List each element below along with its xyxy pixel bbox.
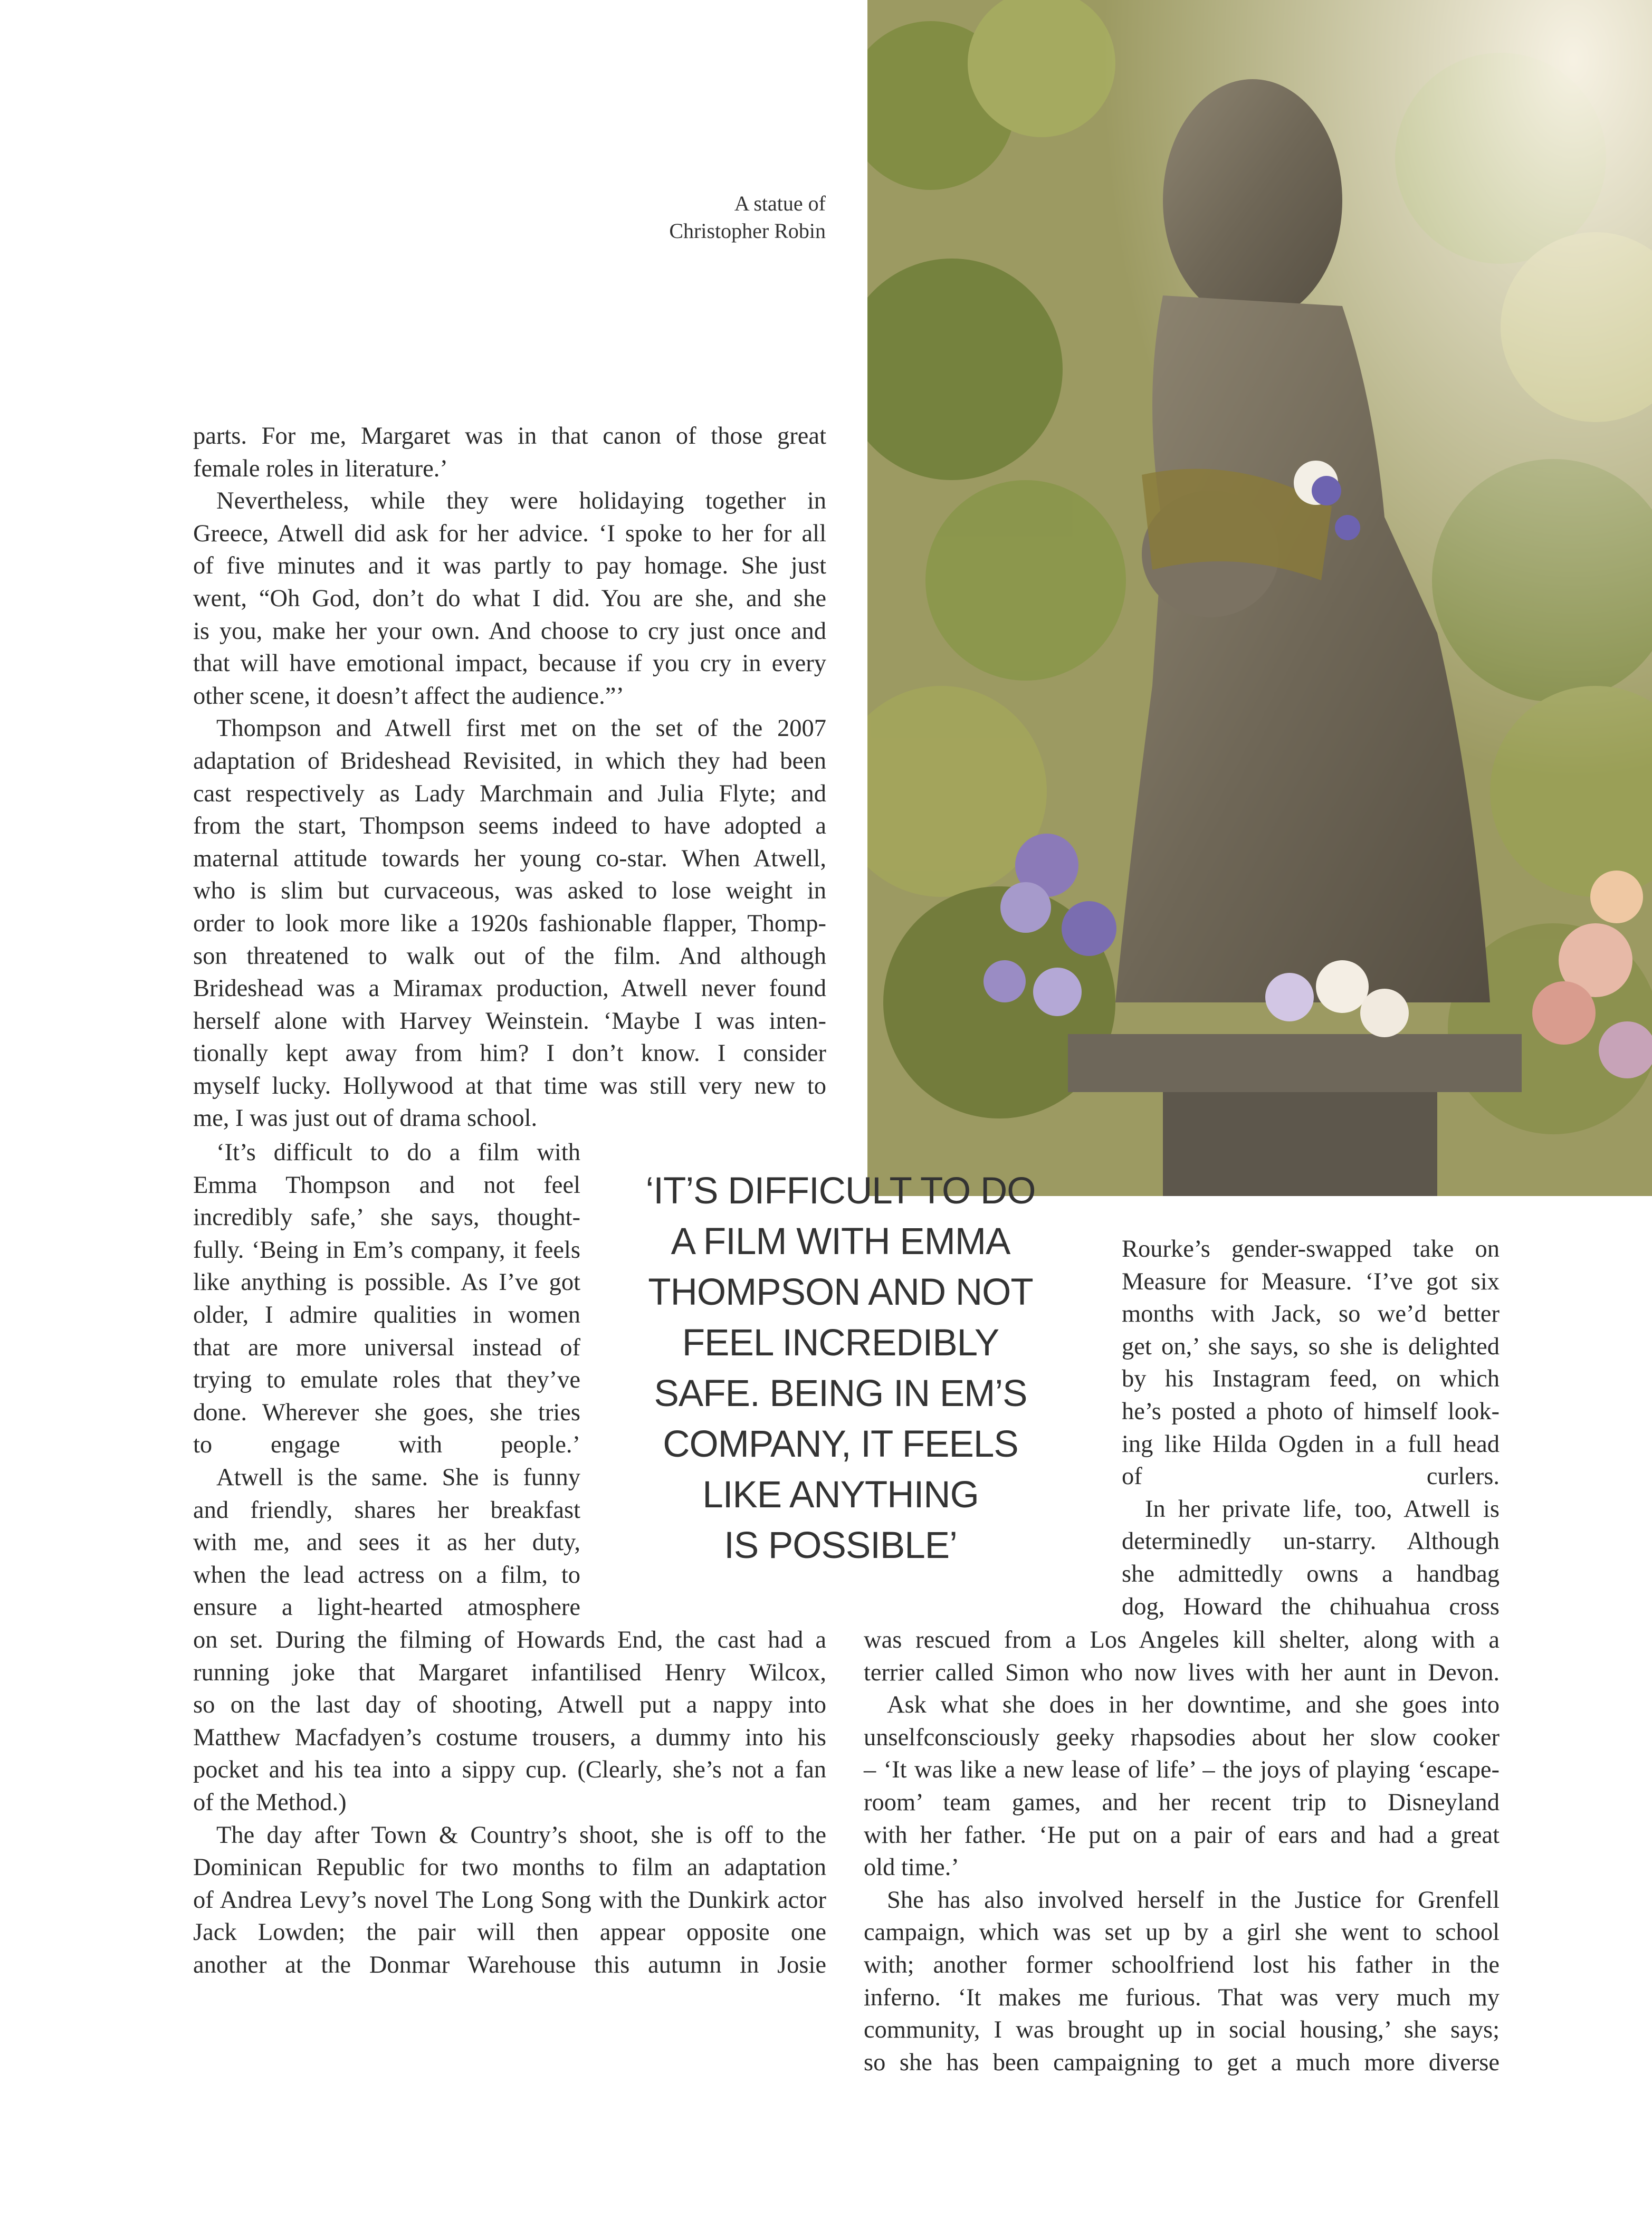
text-line: from the start, Thompson seems indeed to have adopted a bbox=[193, 812, 826, 840]
pull-quote-line: IS POSSIBLE’ bbox=[724, 1525, 957, 1566]
text-line: community, I was brought up in social housing,’ she says; bbox=[864, 2016, 1500, 2044]
text-line: went, “Oh God, don’t do what I did. You are she, and she bbox=[193, 585, 826, 612]
pull-quote-line: SAFE. BEING IN EM’S bbox=[654, 1373, 1027, 1414]
text-line: cast respectively as Lady Marchmain and Julia Flyte; and bbox=[193, 780, 826, 807]
text-line: is you, make her your own. And choose to cry just once and bbox=[193, 617, 826, 645]
left-column-bottom bbox=[193, 1624, 826, 1982]
pull-quote-line: FEEL INCREDIBLY bbox=[682, 1322, 999, 1364]
text-line: months with Jack, so we’d better bbox=[1122, 1301, 1500, 1328]
left-column-top bbox=[193, 420, 826, 1135]
photo-caption bbox=[580, 190, 826, 245]
text-line: that will have emotional impact, because if you cry in every bbox=[193, 650, 826, 677]
text-line: Dominican Republic for two months to film an adaptation bbox=[193, 1854, 826, 1881]
text-line: herself alone with Harvey Weinstein. ‘Maybe I was inten- bbox=[193, 1007, 826, 1035]
right-column-narrow bbox=[1122, 1233, 1500, 1623]
text-line: running joke that Margaret infantilised Henry Wilcox, bbox=[193, 1659, 826, 1686]
right-column-bottom bbox=[864, 1624, 1500, 2079]
text-line: ensure a light-hearted atmosphere bbox=[193, 1594, 580, 1621]
text-line: another at the Donmar Warehouse this autumn in Josie bbox=[193, 1951, 826, 1978]
statue-illustration bbox=[867, 0, 1652, 1196]
text-line: room’ team games, and her recent trip to Disneyland bbox=[864, 1789, 1500, 1816]
text-line: he’s posted a photo of himself look- bbox=[1122, 1398, 1500, 1425]
text-line: unselfconsciously geeky rhapsodies about her slow cooker bbox=[864, 1724, 1500, 1751]
text-line: The day after Town & Country’s shoot, she is off to the bbox=[216, 1821, 826, 1849]
text-line: to engage with people.’ bbox=[193, 1431, 580, 1459]
caption-line: A statue of bbox=[734, 192, 826, 215]
pull-quote-line: LIKE ANYTHING bbox=[702, 1474, 979, 1516]
text-line: Greece, Atwell did ask for her advice. ‘I spoke to her for all bbox=[193, 520, 826, 547]
text-line: of five minutes and it was partly to pay homage. She just bbox=[193, 552, 826, 580]
text-line: on set. During the filming of Howards End, the cast had a bbox=[193, 1627, 826, 1653]
text-line: so on the last day of shooting, Atwell put a nappy into bbox=[193, 1691, 826, 1719]
text-line: Measure for Measure. ‘I’ve got six bbox=[1122, 1268, 1500, 1295]
text-line: In her private life, too, Atwell is bbox=[1145, 1495, 1500, 1523]
text-line: son threatened to walk out of the film. And although bbox=[193, 942, 826, 970]
text-line: she admittedly owns a handbag bbox=[1122, 1560, 1500, 1588]
text-line: ing like Hilda Ogden in a full head bbox=[1122, 1430, 1500, 1458]
text-line: when the lead actress on a film, to bbox=[193, 1561, 580, 1589]
text-line: campaign, which was set up by a girl she went to school bbox=[864, 1919, 1500, 1946]
text-line: terrier called Simon who now lives with her aunt in Devon. bbox=[864, 1659, 1500, 1686]
pull-quote-line: A FILM WITH EMMA bbox=[671, 1221, 1010, 1263]
text-line: maternal attitude towards her young co-star. When Atwell, bbox=[193, 845, 826, 872]
text-line: so she has been campaigning to get a much more diverse bbox=[864, 2049, 1500, 2076]
text-line: ‘It’s difficult to do a film with bbox=[216, 1139, 580, 1166]
text-line: – ‘It was like a new lease of life’ – the joys of playing ‘escape- bbox=[864, 1756, 1500, 1784]
text-line: pocket and his tea into a sippy cup. (Clearly, she’s not a fan bbox=[193, 1756, 826, 1784]
text-line: parts. For me, Margaret was in that canon of those great bbox=[193, 423, 826, 450]
text-line: order to look more like a 1920s fashionable flapper, Thomp- bbox=[193, 910, 826, 937]
text-line: me, I was just out of drama school. bbox=[193, 1105, 538, 1132]
text-line: who is slim but curvaceous, was asked to lose weight in bbox=[193, 877, 826, 905]
text-line: with; another former schoolfriend lost his father in the bbox=[864, 1951, 1500, 1978]
text-line: Jack Lowden; the pair will then appear opposite one bbox=[193, 1919, 826, 1946]
text-line: Atwell is the same. She is funny bbox=[216, 1464, 580, 1491]
text-line: of curlers. bbox=[1122, 1463, 1500, 1490]
text-line: was rescued from a Los Angeles kill shelter, along with a bbox=[864, 1627, 1500, 1653]
text-line: done. Wherever she goes, she tries bbox=[193, 1399, 580, 1426]
text-line: Nevertheless, while they were holidaying together in bbox=[216, 487, 826, 515]
pull-quote-line: ‘IT’S DIFFICULT TO DO bbox=[645, 1170, 1036, 1212]
statue-photo bbox=[867, 0, 1652, 1196]
text-line: of Andrea Levy’s novel The Long Song with the Dunkirk actor bbox=[193, 1886, 826, 1914]
text-line: Rourke’s gender-swapped take on bbox=[1122, 1236, 1500, 1263]
text-line: myself lucky. Hollywood at that time was still very new to bbox=[193, 1072, 826, 1099]
text-line: dog, Howard the chihuahua cross bbox=[1122, 1593, 1500, 1620]
text-line: of the Method.) bbox=[193, 1789, 347, 1816]
text-line: old time.’ bbox=[864, 1854, 959, 1881]
text-line: female roles in literature.’ bbox=[193, 455, 448, 482]
text-line: older, I admire qualities in women bbox=[193, 1301, 580, 1328]
left-column-narrow bbox=[193, 1136, 580, 1624]
text-line: incredibly safe,’ she says, thought- bbox=[193, 1204, 580, 1231]
text-line: determinedly un-starry. Although bbox=[1122, 1528, 1500, 1555]
text-line: She has also involved herself in the Justice for Grenfell bbox=[887, 1886, 1500, 1914]
text-line: trying to emulate roles that they’ve bbox=[193, 1366, 580, 1394]
pull-quote-line: COMPANY, IT FEELS bbox=[663, 1423, 1018, 1465]
text-line: Ask what she does in her downtime, and she goes into bbox=[887, 1691, 1500, 1719]
caption-line: Christopher Robin bbox=[669, 219, 826, 243]
text-line: and friendly, shares her breakfast bbox=[193, 1496, 580, 1524]
text-line: by his Instagram feed, on which bbox=[1122, 1365, 1500, 1393]
pull-quote-line: THOMPSON AND NOT bbox=[648, 1271, 1033, 1313]
text-line: with her father. ‘He put on a pair of ears and had a great bbox=[864, 1821, 1500, 1849]
text-line: like anything is possible. As I’ve got bbox=[193, 1269, 580, 1296]
text-line: Matthew Macfadyen’s costume trousers, a dummy into his bbox=[193, 1724, 826, 1751]
text-line: other scene, it doesn’t affect the audience.”’ bbox=[193, 682, 624, 710]
pull-quote bbox=[606, 1166, 1075, 1571]
text-line: Brideshead was a Miramax production, Atwell never found bbox=[193, 975, 826, 1002]
text-line: tionally kept away from him? I don’t know. I consider bbox=[193, 1040, 826, 1067]
text-line: adaptation of Brideshead Revisited, in which they had been bbox=[193, 747, 826, 774]
text-line: get on,’ she says, so she is delighted bbox=[1122, 1333, 1500, 1360]
text-line: fully. ‘Being in Em’s company, it feels bbox=[193, 1236, 580, 1264]
text-line: that are more universal instead of bbox=[193, 1334, 580, 1361]
text-line: with me, and sees it as her duty, bbox=[193, 1529, 580, 1556]
text-line: Emma Thompson and not feel bbox=[193, 1171, 580, 1199]
text-line: Thompson and Atwell first met on the set of the 2007 bbox=[216, 715, 826, 742]
text-line: inferno. ‘It makes me furious. That was very much my bbox=[864, 1984, 1500, 2011]
